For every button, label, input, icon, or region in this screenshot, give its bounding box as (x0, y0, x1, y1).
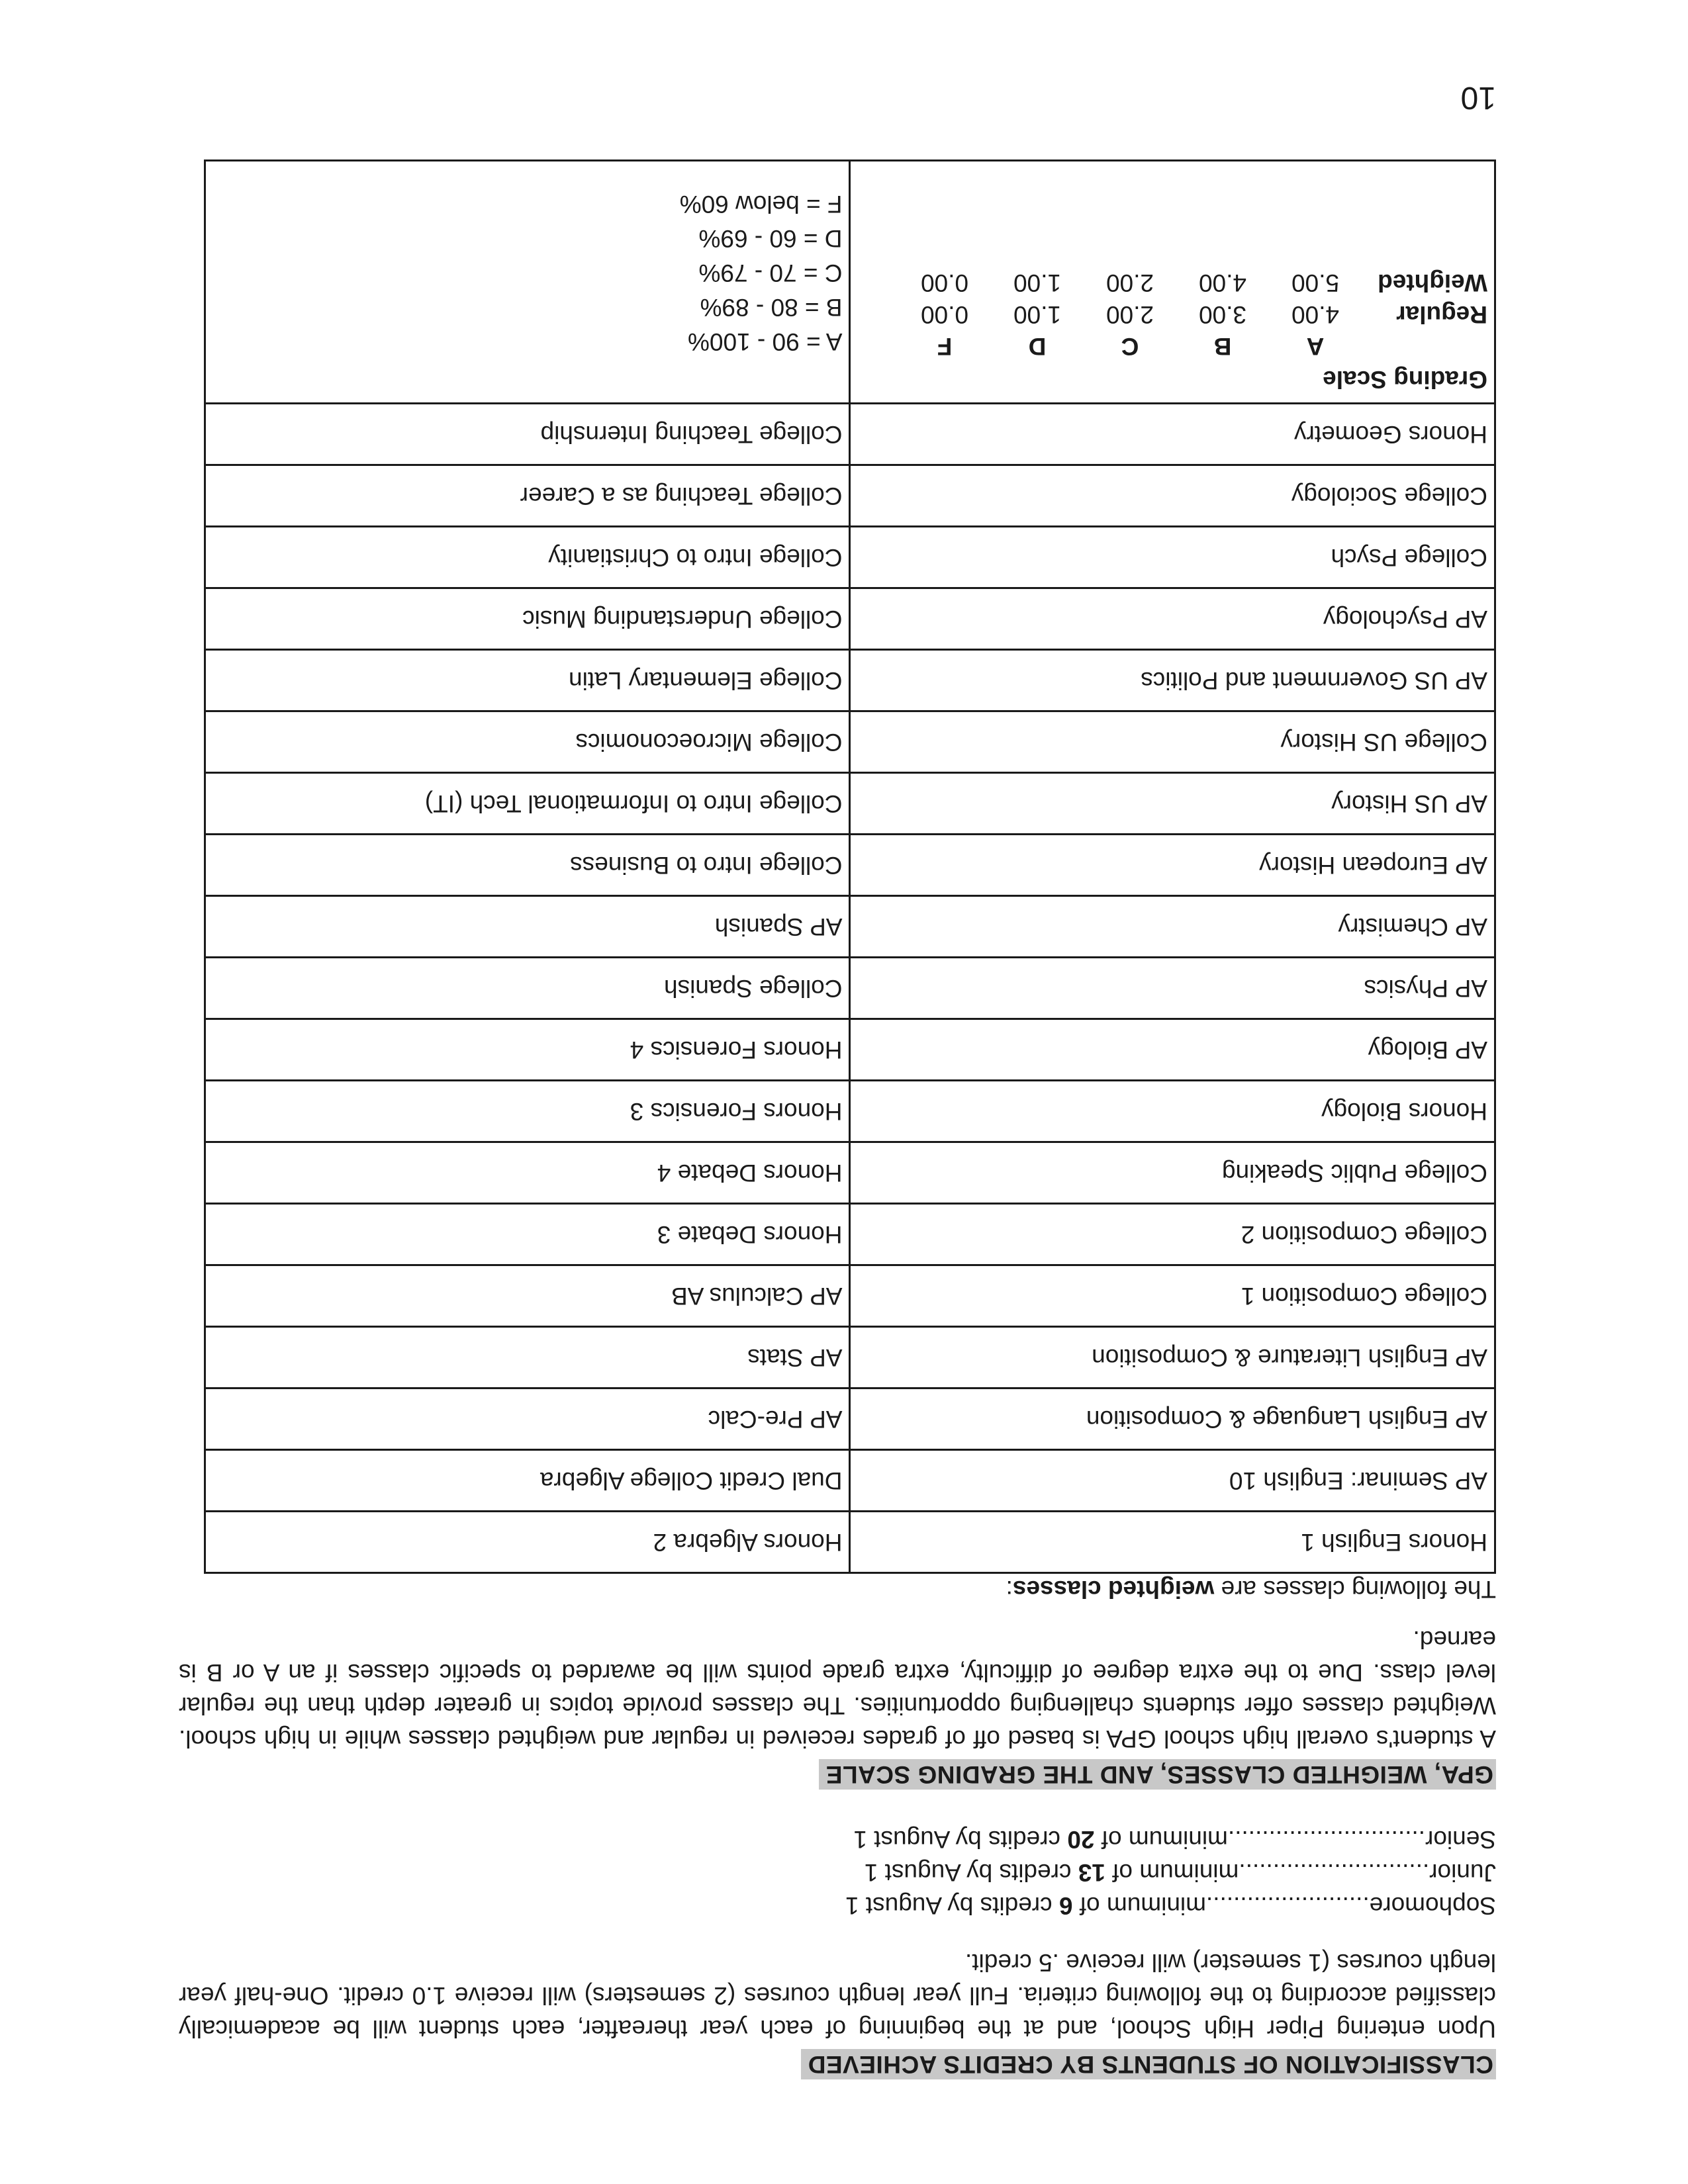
table-cell: College Understanding Music (205, 588, 851, 650)
table-row (205, 650, 1495, 711)
credit-requirements (179, 1823, 1496, 1922)
table-row (205, 588, 1495, 650)
table-row (205, 1450, 1495, 1512)
table-cell: AP Seminar: English 10 (850, 1450, 1495, 1512)
grade-range-d: D = 60 - 69% (698, 225, 843, 252)
table-row (205, 1512, 1495, 1573)
table-cell: Honors English 1 (850, 1512, 1495, 1573)
section-heading-classification: CLASSIFICATION OF STUDENTS BY CREDITS ACHIEVED (801, 2049, 1496, 2079)
table-cell: College Teaching as a Career (205, 465, 851, 527)
table-row (205, 773, 1495, 835)
requirement-row-junior: Junior ............................ minimum of 13 credits by August 1 (864, 1859, 1496, 1886)
grading-ranges-cell (205, 161, 851, 404)
table-cell: Honors Geometry (850, 404, 1495, 465)
table-cell: College Sociology (850, 465, 1495, 527)
table-cell: College Elementary Latin (205, 650, 851, 711)
weighted-classes-table (204, 159, 1496, 1574)
table-row (205, 1019, 1495, 1081)
table-cell: AP US Government and Politics (850, 650, 1495, 711)
table-row (205, 404, 1495, 465)
page-number: 10 (1460, 80, 1496, 115)
table-cell: Honors Algebra 2 (205, 1512, 851, 1573)
table-row (205, 465, 1495, 527)
table-cell: College Intro to Christianity (205, 527, 851, 588)
table-cell: Dual Credit College Algebra (205, 1450, 851, 1512)
table-row (205, 711, 1495, 773)
grade-range-f: F = below 60% (679, 191, 843, 218)
section-heading-gpa: GPA, WEIGHTED CLASSES, AND THE GRADING SCALE (819, 1759, 1496, 1790)
table-cell: AP Psychology (850, 588, 1495, 650)
table-row (205, 1142, 1495, 1204)
grade-range-c: C = 70 - 79% (698, 259, 843, 287)
page-content (179, 159, 1496, 2079)
table-cell: AP Physics (850, 958, 1495, 1019)
table-cell: College Intro to Business (205, 835, 851, 896)
grade-range-b: B = 80 - 89% (700, 294, 843, 321)
table-cell: College Public Speaking (850, 1142, 1495, 1204)
table-cell: AP Calculus AB (205, 1265, 851, 1327)
classification-paragraph: Upon entering Piper High School, and at the beginning of each year thereafter, each student will be academically classified according to the following criteria. Full year length courses (2 semesters) will receive 1.0 credit. One-half year length courses (1 semester) will receive .5 credit. (179, 1949, 1496, 2042)
table-cell: Honors Forensics 3 (205, 1081, 851, 1142)
table-cell: College Spanish (205, 958, 851, 1019)
weighted-classes-intro: The following classes are weighted classes: (1006, 1576, 1496, 1603)
requirement-row-senior: Senior ............................. minimum of 20 credits by August 1 (853, 1826, 1496, 1853)
table-cell: AP Biology (850, 1019, 1495, 1081)
table-cell: College Microeconomics (205, 711, 851, 773)
table-row (205, 1265, 1495, 1327)
grading-scale-title: Grading Scale (1323, 366, 1487, 393)
table-cell: AP English Literature & Composition (850, 1327, 1495, 1388)
table-row (205, 1327, 1495, 1388)
table-row (205, 1388, 1495, 1450)
table-cell: College Intro to Informational Tech (IT) (205, 773, 851, 835)
table-cell: College Psych (850, 527, 1495, 588)
grading-scale-cell (850, 161, 1495, 404)
table-cell: Honors Biology (850, 1081, 1495, 1142)
grade-range-a: A = 90 - 100% (688, 328, 843, 355)
table-cell: AP Chemistry (850, 896, 1495, 958)
table-cell: College Teaching Internship (205, 404, 851, 465)
table-cell: AP European History (850, 835, 1495, 896)
table-cell: AP Spanish (205, 896, 851, 958)
table-cell: College Composition 1 (850, 1265, 1495, 1327)
table-cell: College Composition 2 (850, 1204, 1495, 1265)
table-row (205, 896, 1495, 958)
grading-scale-row (205, 161, 1495, 404)
table-cell: AP Pre-Calc (205, 1388, 851, 1450)
table-cell: AP US History (850, 773, 1495, 835)
requirement-row-sophomore: Sophomore ........................ minimum of 6 credits by August 1 (845, 1892, 1496, 1919)
table-cell: College US History (850, 711, 1495, 773)
table-row (205, 1081, 1495, 1142)
table-row (205, 1204, 1495, 1265)
grading-scale-grid: A B C D F Regular 4.00 3.00 2.00 1.00 0.00 Weighted 5.00 4.00 2.00 1.00 0.00 (921, 269, 1487, 360)
gpa-paragraph: A student's overall high school GPA is based off of grades received in regular and weighted classes while in high school. Weighted classes offer students challenging opportunities. The classes provide topics in greater depth than the regular level class. Due to the extra degree of difficulty, extra grade points will be awarded to specific classes if an A or B is earned. (179, 1626, 1496, 1752)
table-row (205, 958, 1495, 1019)
table-cell: Honors Forensics 4 (205, 1019, 851, 1081)
table-row (205, 835, 1495, 896)
table-cell: Honors Debate 3 (205, 1204, 851, 1265)
table-cell: AP Stats (205, 1327, 851, 1388)
table-cell: Honors Debate 4 (205, 1142, 851, 1204)
table-cell: AP English Language & Composition (850, 1388, 1495, 1450)
table-row (205, 527, 1495, 588)
